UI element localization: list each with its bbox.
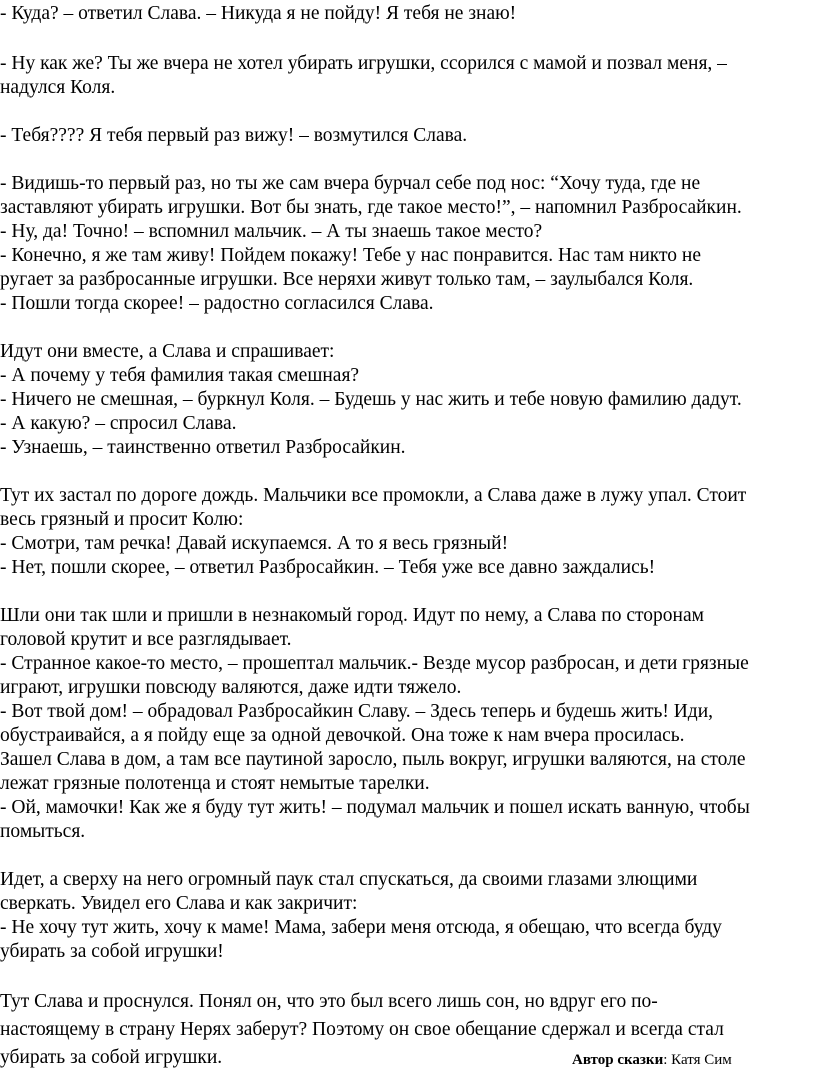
story-line: головой крутит и все разглядывает. (0, 629, 292, 650)
story-line: обустраивайся, а я пойду еще за одной девочкой. Она тоже к нам вчера просилась. (0, 725, 685, 746)
story-line: - А почему у тебя фамилия такая смешная? (0, 365, 360, 386)
story-line: - Видишь-то первый раз, но ты же сам вчера бурчал себе под нос: “Хочу туда, где не (0, 173, 701, 194)
story-line: Шли они так шли и пришли в незнакомый город. Идут по нему, а Слава по сторонам (0, 605, 704, 626)
story-line: - Конечно, я же там живу! Пойдем покажу! Тебе у нас понравится. Нас там никто не (0, 245, 701, 266)
story-line: настоящему в страну Нерях заберут? Поэтому он свое обещание сдержал и всегда стал (0, 1019, 724, 1040)
story-line: - Ничего не смешная, – буркнул Коля. – Будешь у нас жить и тебе новую фамилию дадут. (0, 389, 742, 410)
story-line: - Узнаешь, – таинственно ответил Разбросайкин. (0, 437, 406, 458)
story-line: - Смотри, там речка! Давай искупаемся. А то я весь грязный! (0, 533, 509, 554)
story-line: ругает за разбросанные игрушки. Все неряхи живут только там, – заулыбался Коля. (0, 269, 694, 290)
story-line: сверкать. Увидел его Слава и как закричит: (0, 893, 358, 914)
author-separator: : (663, 1052, 672, 1068)
story-line: - Тебя???? Я тебя первый раз вижу! – возмутился Слава. (0, 125, 468, 146)
story-line: - Вот твой дом! – обрадовал Разбросайкин Славу. – Здесь теперь и будешь жить! Иди, (0, 701, 714, 722)
story-line: Идут они вместе, а Слава и спрашивает: (0, 341, 335, 362)
story-line: - Ну как же? Ты же вчера не хотел убирать игрушки, ссорился с мамой и позвал меня, – (0, 53, 727, 74)
story-line: Тут Слава и проснулся. Понял он, что это был всего лишь сон, но вдруг его по- (0, 991, 658, 1012)
story-line: - А какую? – спросил Слава. (0, 413, 237, 434)
story-line: заставляют убирать игрушки. Вот бы знать, где такое место!”, – напомнил Разбросайкин. (0, 197, 742, 218)
story-line: убирать за собой игрушки. (0, 1047, 223, 1068)
story-line: Идет, а сверху на него огромный паук стал спускаться, да своими глазами злющими (0, 869, 698, 890)
story-line: - Ну, да! Точно! – вспомнил мальчик. – А ты знаешь такое место? (0, 221, 543, 242)
story-line: играют, игрушки повсюду валяются, даже идти тяжело. (0, 677, 462, 698)
story-line: Зашел Слава в дом, а там все паутиной заросло, пыль вокруг, игрушки валяются, на столе (0, 749, 746, 770)
author-label: Автор сказки (572, 1052, 664, 1068)
story-line: - Нет, пошли скорее, – ответил Разбросайкин. – Тебя уже все давно заждались! (0, 557, 656, 578)
story-line: - Куда? – ответил Слава. – Никуда я не пойду! Я тебя не знаю! (0, 3, 517, 24)
story-line: - Ой, мамочки! Как же я буду тут жить! – подумал мальчик и пошел искать ванную, чтобы (0, 797, 750, 818)
story-line: - Пошли тогда скорее! – радостно согласился Слава. (0, 293, 434, 314)
story-line: - Не хочу тут жить, хочу к маме! Мама, забери меня отсюда, я обещаю, что всегда буду (0, 917, 722, 938)
story-line: убирать за собой игрушки! (0, 941, 224, 962)
story-line: весь грязный и просит Колю: (0, 509, 244, 530)
author-name: Катя Сим (671, 1052, 732, 1068)
story-line: - Странное какое-то место, – прошептал мальчик.- Везде мусор разбросан, и дети грязные (0, 653, 749, 674)
author-signature (572, 1049, 732, 1071)
story-line: помыться. (0, 821, 86, 842)
story-line: Тут их застал по дороге дождь. Мальчики все промокли, а Слава даже в лужу упал. Стоит (0, 485, 747, 506)
story-line: лежат грязные полотенца и стоят немытые тарелки. (0, 773, 430, 794)
story-line: надулся Коля. (0, 77, 116, 98)
